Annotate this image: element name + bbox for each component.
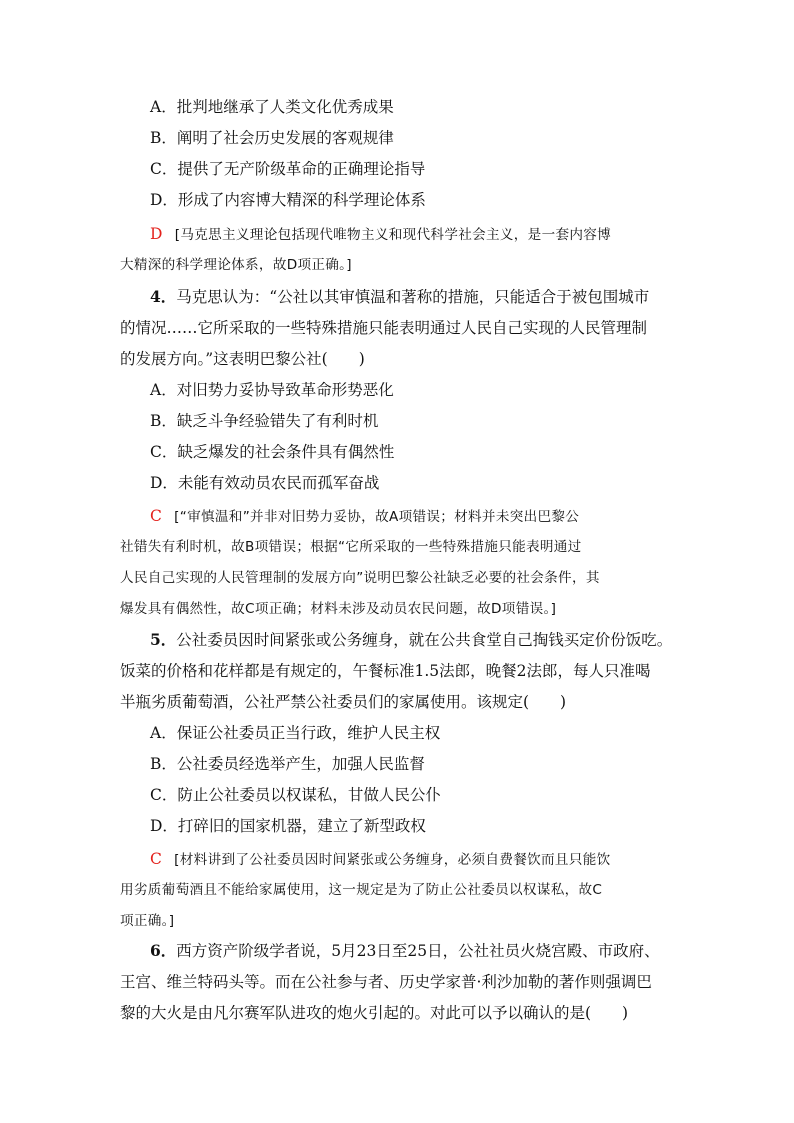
stem-line: 半瓶劣质葡萄酒，公社严禁公社委员们的家属使用。该规定( ) — [120, 693, 567, 711]
option-c: C．缺乏爆发的社会条件具有偶然性 — [150, 443, 395, 461]
answer-letter: D — [150, 225, 163, 243]
question-stem — [150, 287, 649, 307]
answer-explanation — [150, 849, 610, 870]
option-a: A．对旧势力妥协导致革命形势恶化 — [150, 381, 394, 399]
stem-line: 的情况……它所采取的一些特殊措施只能表明通过人民自己实现的人民管理制 — [120, 319, 648, 337]
option-a: A．保证公社委员正当行政，维护人民主权 — [150, 724, 441, 742]
explanation-line: 社错失有利时机，故B项错误；根据“它所采取的一些特殊措施只能表明通过 — [120, 539, 582, 555]
explanation-line: 人民自己实现的人民管理制的发展方向”说明巴黎公社缺乏必要的社会条件，其 — [120, 570, 600, 586]
question-stem — [150, 630, 672, 650]
stem-line: 公社委员因时间紧张或公务缠身，就在公共食堂自己掏钱买定价份饭吃。 — [176, 631, 673, 649]
option-b: B．公社委员经选举产生，加强人民监督 — [150, 755, 425, 773]
option-d: D．未能有效动员农民而孤军奋战 — [150, 474, 380, 492]
explanation-line: [马克思主义理论包括现代唯物主义和现代科学社会主义，是一套内容博 — [174, 227, 612, 243]
option-c: C．防止公社委员以权谋私，甘做人民公仆 — [150, 786, 441, 804]
option-d: D．打碎旧的国家机器，建立了新型政权 — [150, 817, 426, 835]
explanation-line: [“审慎温和”并非对旧势力妥协，故A项错误；材料并未突出巴黎公 — [174, 509, 580, 525]
stem-line: 黎的大火是由凡尔赛军队进攻的炮火引起的。对此可以予以确认的是( ) — [120, 1004, 629, 1022]
stem-line: 饭菜的价格和花样都是有规定的，午餐标准1.5法郎，晚餐2法郎，每人只准喝 — [120, 662, 651, 680]
question-stem — [150, 941, 660, 961]
answer-letter: C — [150, 850, 163, 868]
explanation-line: 用劣质葡萄酒且不能给家属使用，这一规定是为了防止公社委员以权谋私，故C — [120, 882, 603, 898]
option-b: B．阐明了社会历史发展的客观规律 — [150, 129, 394, 147]
option-c: C．提供了无产阶级革命的正确理论指导 — [150, 160, 426, 178]
question-number: 6． — [150, 941, 177, 960]
option-b: B．缺乏斗争经验错失了有利时机 — [150, 412, 379, 430]
stem-line: 的发展方向。”这表明巴黎公社( ) — [120, 350, 365, 368]
explanation-line: 项正确。] — [120, 913, 175, 929]
question-number: 4． — [150, 287, 177, 306]
answer-explanation — [150, 506, 579, 527]
explanation-line: 爆发具有偶然性，故C项正确；材料未涉及动员农民问题，故D项错误。] — [120, 601, 557, 617]
answer-explanation — [150, 224, 611, 245]
stem-line: 马克思认为：“公社以其审慎温和著称的措施，只能适合于被包围城市 — [176, 288, 650, 306]
stem-line: 王宫、维兰特码头等。而在公社参与者、历史学家普·利沙加勒的著作则强调巴 — [120, 973, 652, 991]
stem-line: 西方资产阶级学者说，5月23日至25日，公社社员火烧宫殿、市政府、 — [176, 942, 660, 960]
option-a: A．批判地继承了人类文化优秀成果 — [150, 98, 394, 116]
explanation-line: 大精深的科学理论体系，故D项正确。] — [120, 257, 352, 273]
explanation-line: [材料讲到了公社委员因时间紧张或公务缠身，必须自费餐饮而且只能饮 — [174, 852, 611, 868]
question-number: 5． — [150, 630, 177, 649]
answer-letter: C — [150, 507, 163, 525]
option-d: D．形成了内容博大精深的科学理论体系 — [150, 191, 426, 209]
